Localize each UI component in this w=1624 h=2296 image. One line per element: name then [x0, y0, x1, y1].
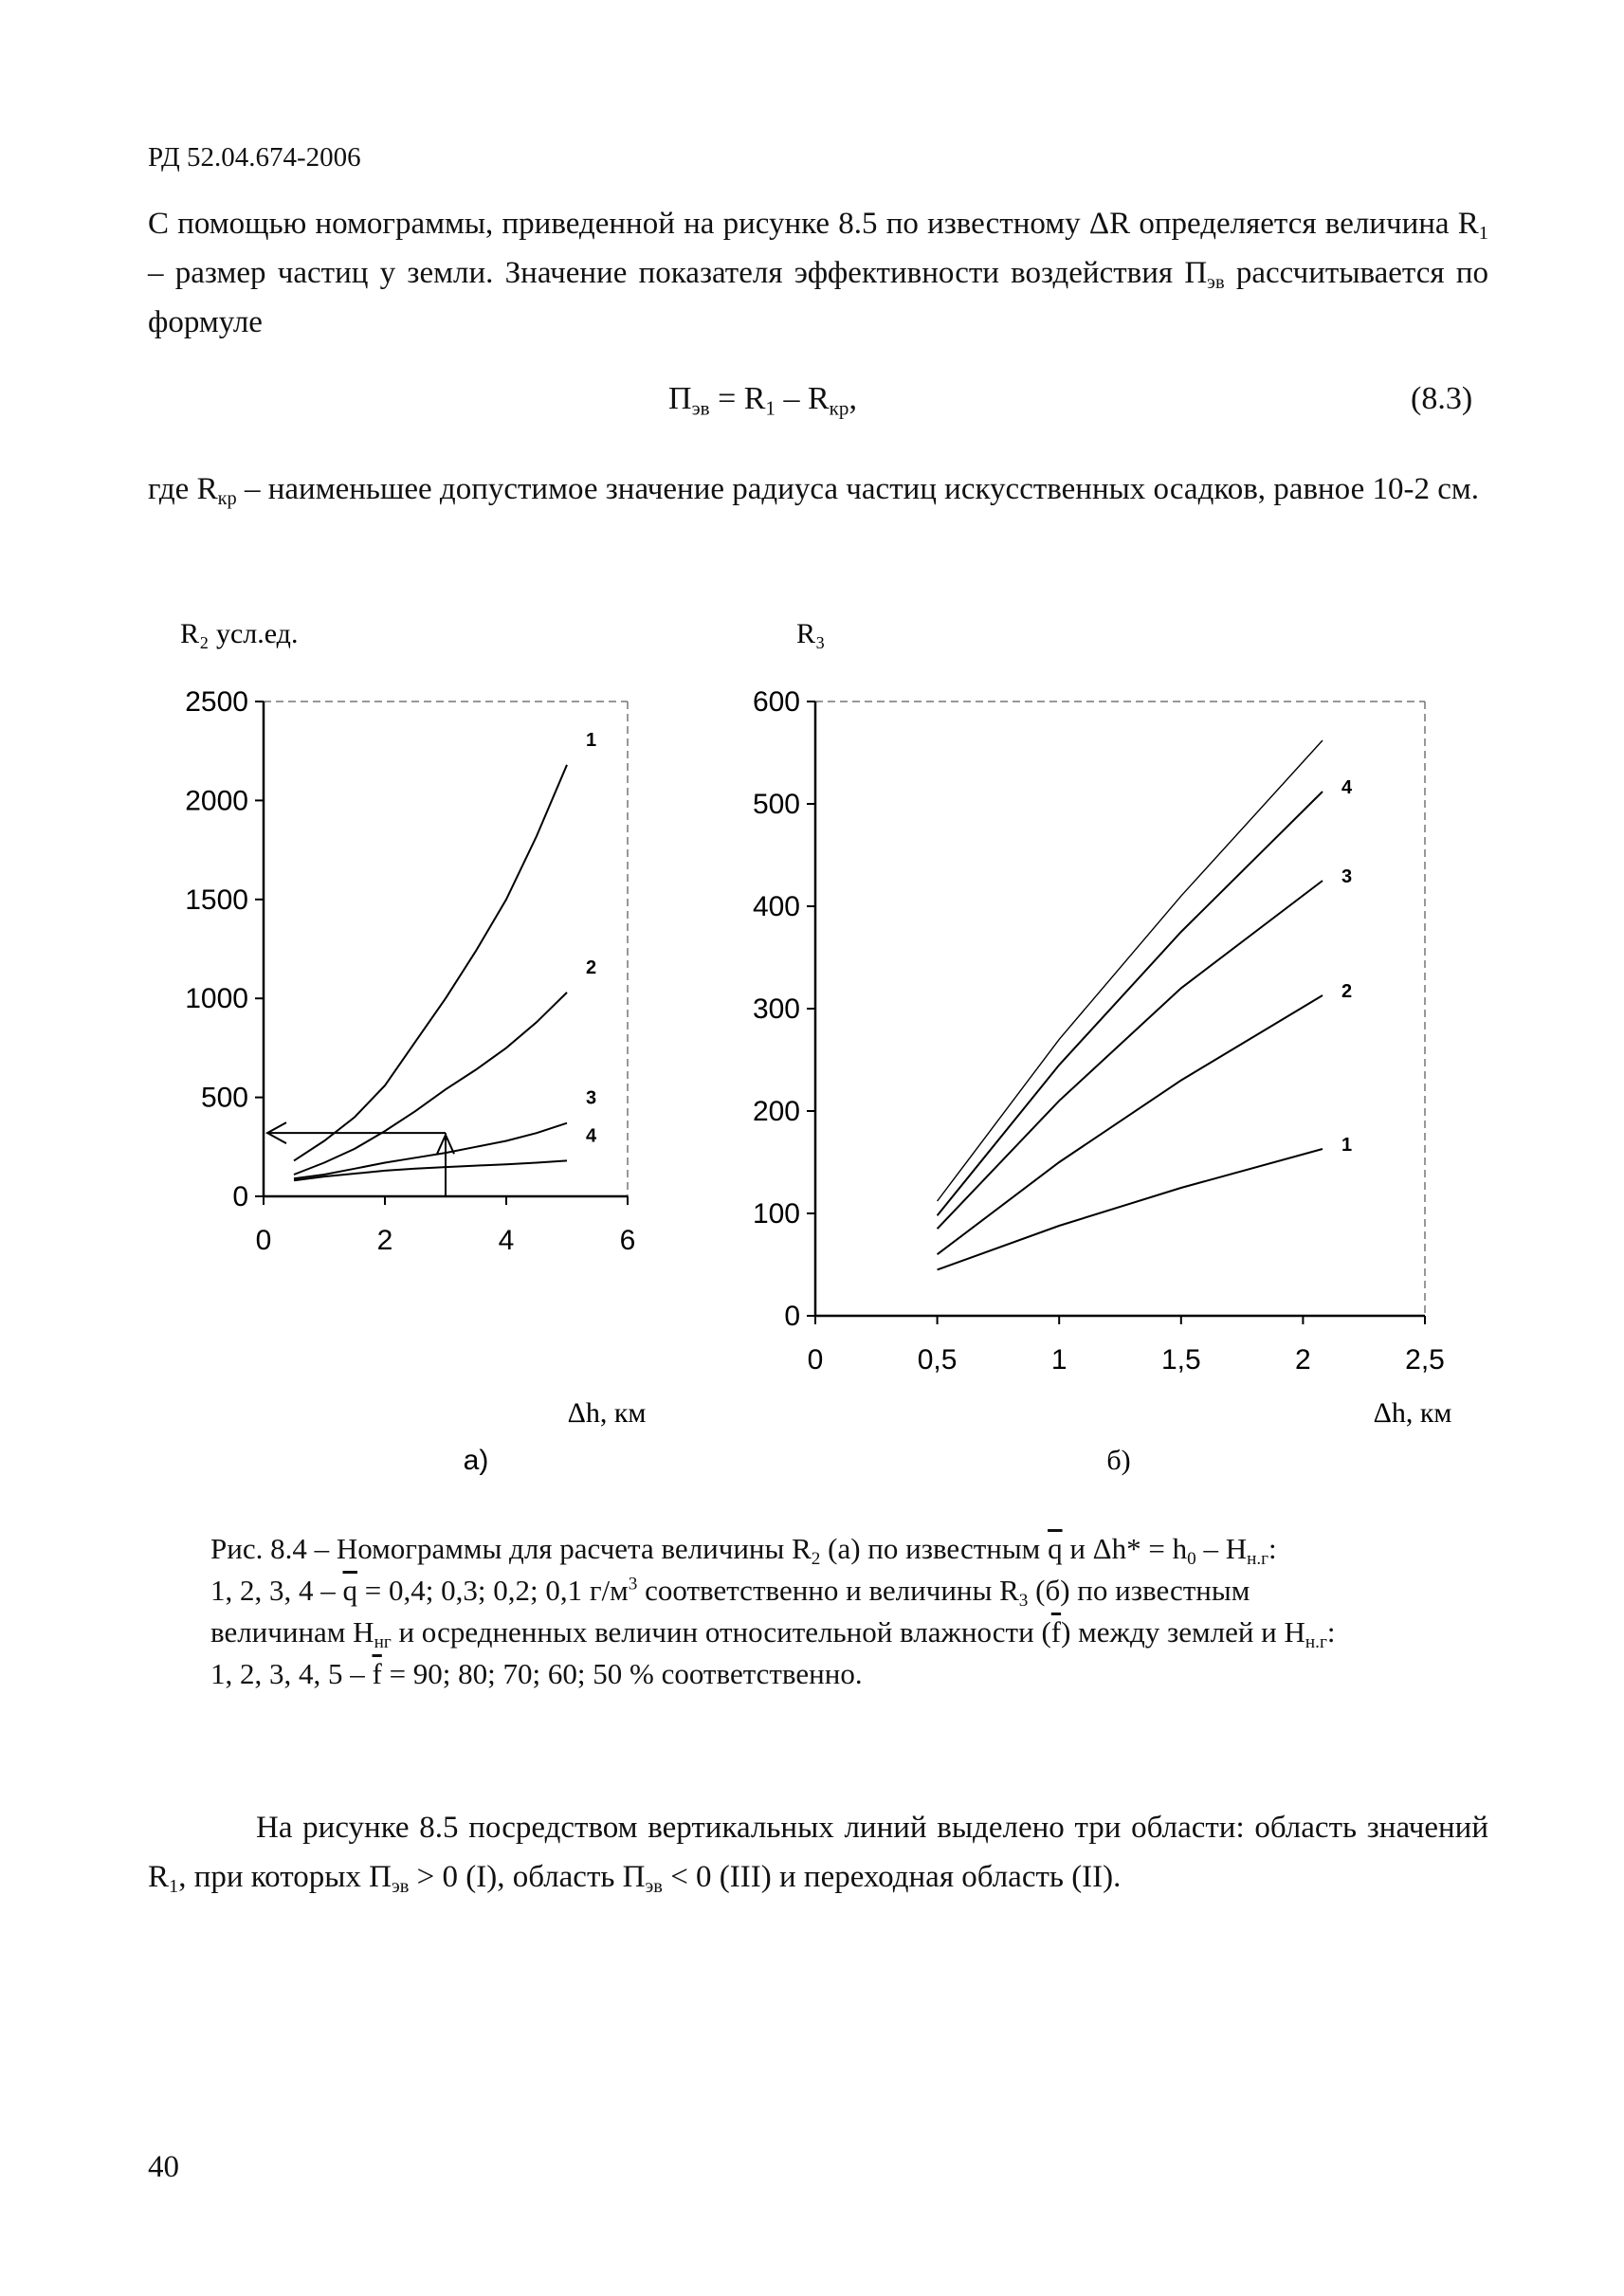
paragraph-intro: С помощью номограммы, приведенной на рисунке 8.5 по известному ΔR определяется величина $R_1$ – размер частиц у земли. Значение показателя эффективности воздействия $П_{эв}$ рассчитывается по формуле [148, 207, 1488, 339]
series-line-3 [294, 1123, 567, 1179]
paragraph-regions: На рисунке 8.5 посредством вертикальных линий выделено три области: область значений $R_1$, при которых $П_{эв} > 0$ (I), область $П_{эв} < 0$ (III) и переходная область (II). [148, 1811, 1488, 1898]
chart-a-xlabel: Δh, км [567, 1397, 647, 1429]
chart-a-ylabel: R₂ усл.ед. [180, 618, 299, 649]
series-label: 2 [1341, 980, 1353, 1002]
document-header: РД 52.04.674-2006 [148, 142, 361, 173]
chart-a-panel-label: а) [463, 1445, 489, 1476]
y-tick-label: 500 [200, 1082, 248, 1114]
y-tick-label: 200 [752, 1096, 800, 1127]
x-tick-label: 2 [1295, 1344, 1311, 1376]
series-label: 3 [1341, 866, 1353, 887]
y-tick-label: 400 [752, 891, 800, 922]
series-line-4 [294, 1160, 567, 1180]
chart-b-xlabel: Δh, км [1373, 1397, 1452, 1429]
x-tick-label: 6 [619, 1225, 636, 1256]
y-tick-label: 500 [752, 789, 800, 820]
series-label: 1 [586, 729, 597, 751]
y-tick-label: 2000 [185, 785, 248, 817]
x-tick-label: 2,5 [1405, 1344, 1445, 1376]
chart-b [730, 607, 1488, 1488]
series-label: 1 [1341, 1134, 1353, 1156]
figure-caption [210, 1528, 1443, 1695]
x-tick-label: 4 [498, 1225, 515, 1256]
y-tick-label: 2500 [185, 686, 248, 718]
y-tick-label: 1500 [185, 884, 248, 916]
x-tick-label: 2 [376, 1225, 393, 1256]
x-tick-label: 0,5 [917, 1344, 958, 1376]
series-line-extra [938, 740, 1323, 1201]
caption-line-2: 1, 2, 3, $4 - \overline{q} = 0,4$; 0,3; 0,2; 0,1 $г/м^3$ соответственно и величины $R_3$ (б) по известным [210, 1574, 1250, 1611]
x-tick-label: 1,5 [1160, 1344, 1201, 1376]
series-label: 4 [586, 1125, 597, 1147]
x-tick-label: 1 [1050, 1344, 1067, 1376]
caption-line-3: величинам $H_{нг}$ и осредненных величин относительной влажности $(\overline{f})$ между землей и $H_{н.г}$: [210, 1615, 1336, 1652]
y-tick-label: 0 [784, 1301, 800, 1332]
series-label: 4 [1341, 777, 1353, 799]
y-tick-label: 300 [752, 993, 800, 1025]
y-tick-label: 600 [752, 686, 800, 718]
page-number: 40 [148, 2150, 179, 2184]
caption-line-1: Рис. 8.4 – Номограммы для расчета величины $R_2$ (а) по известным $\overline{q}$ и $\Delta h* = h_0 - H_{н.г}$: [210, 1532, 1277, 1569]
formula-number: (8.3) [1411, 381, 1473, 416]
y-tick-label: 100 [752, 1198, 800, 1230]
series-line-4 [938, 792, 1323, 1215]
series-line-3 [938, 881, 1323, 1229]
y-tick-label: 1000 [185, 983, 248, 1015]
paragraph-where: где $R_{кр}$ – наименьшее допустимое значение радиуса частиц искусственных осадков, равное 10-2 см. [148, 472, 1480, 510]
series-label: 3 [586, 1087, 597, 1109]
y-tick-label: 0 [232, 1181, 248, 1212]
formula-8-3: $П_{эв} = R_1 - R_{кр}$, [668, 381, 857, 420]
caption-line-4: 1, 2, 3, 4, $5 - \overline{f} = 90$; 80; 70; 60; 50 % соответственно. [210, 1657, 863, 1690]
chart-a [142, 607, 730, 1488]
chart-b-plot [753, 686, 1445, 1376]
series-label: 2 [586, 957, 597, 978]
chart-a-plot [185, 686, 635, 1256]
chart-b-panel-label: б) [1106, 1445, 1131, 1476]
chart-b-ylabel: R₃ [796, 618, 826, 649]
x-tick-label: 0 [807, 1344, 824, 1376]
x-tick-label: 0 [255, 1225, 272, 1256]
